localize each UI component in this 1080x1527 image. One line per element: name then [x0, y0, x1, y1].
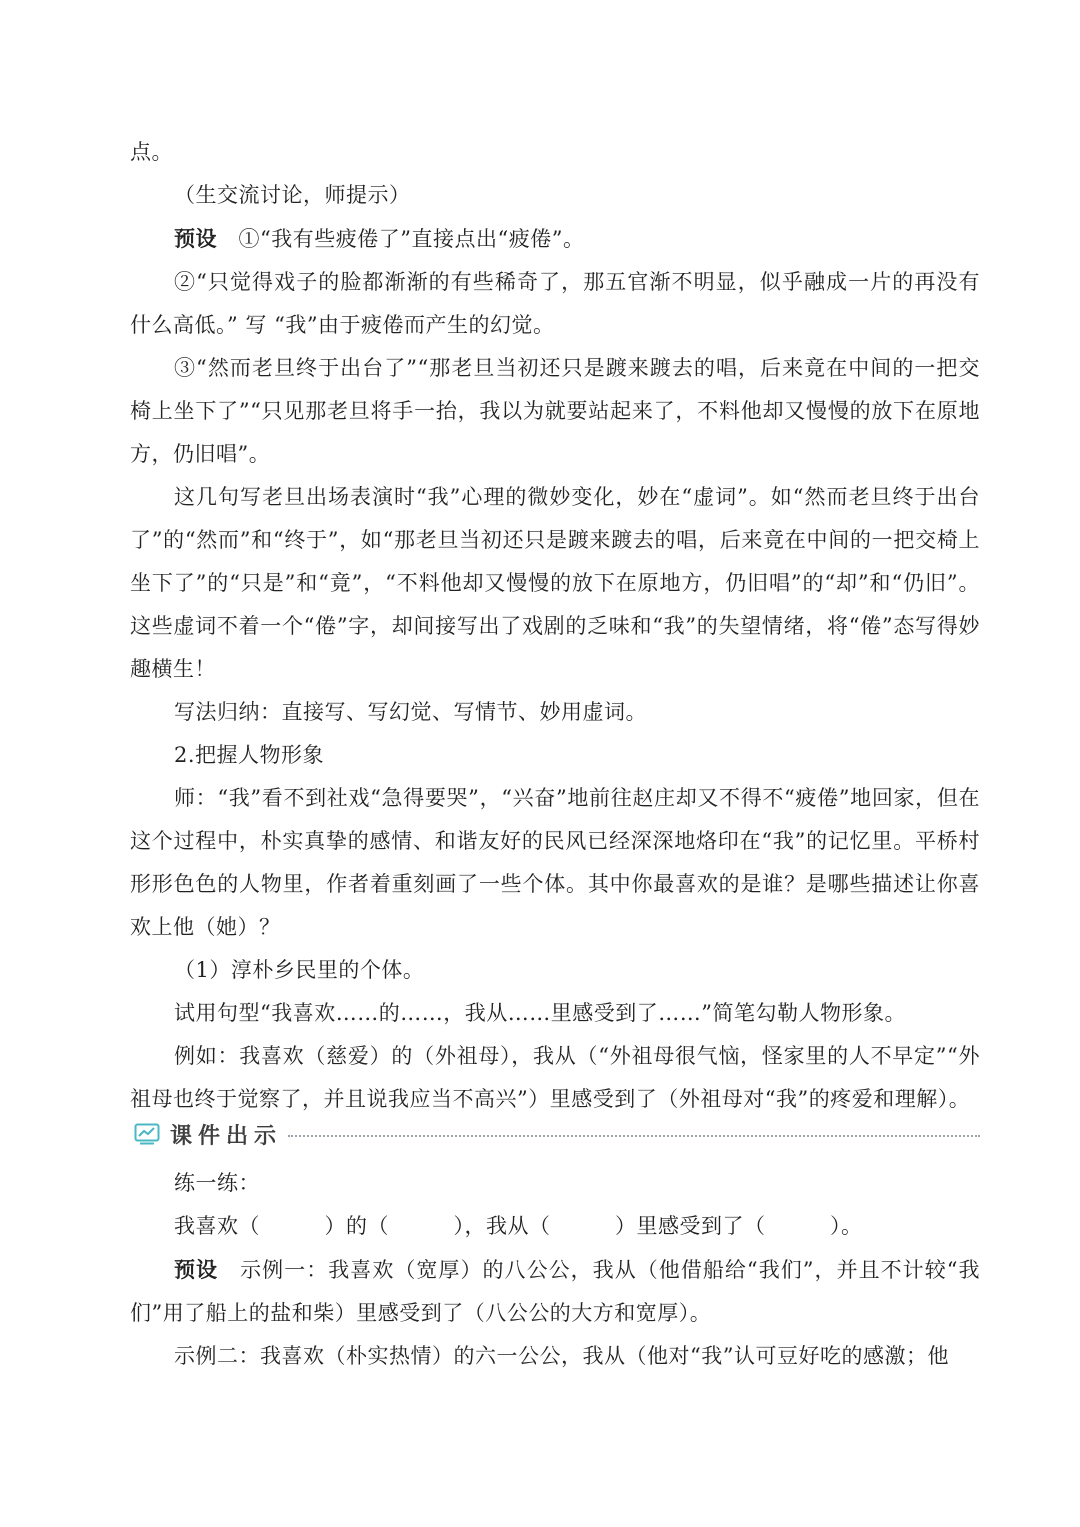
paragraph-10: （1）淳朴乡民里的个体。	[174, 958, 425, 982]
practice-template: 我喜欢（ ）的（ ），我从（ ）里感受到了（ ）。	[174, 1214, 863, 1238]
paragraph-2: （生交流讨论，师提示）	[174, 183, 411, 207]
chart-screen-icon	[134, 1123, 160, 1145]
preset-label-2: 预设	[174, 1257, 219, 1282]
practice-text-block	[130, 1162, 980, 1378]
paragraph-3	[130, 217, 980, 261]
paragraph-7: 写法归纳：直接写、写幻觉、写情节、妙用虚词。	[174, 700, 647, 724]
section-header	[134, 1116, 980, 1152]
preset-text: ①“我有些疲倦了”直接点出“疲倦”。	[238, 227, 585, 251]
practice-heading: 练一练：	[174, 1171, 260, 1195]
section-divider	[288, 1135, 980, 1137]
preset-label: 预设	[174, 226, 217, 251]
practice-example-2: 示例二：我喜欢（朴实热情）的六一公公，我从（他对“我”认可豆好吃的感激；他	[174, 1344, 949, 1368]
paragraph-12: 例如：我喜欢（慈爱）的（外祖母），我从（“外祖母很气恼，怪家里的人不早定”“外祖母也终于觉察了，并且说我应当不高兴”）里感受到了（外祖母对“我”的疼爱和理解）。	[130, 1044, 980, 1111]
paragraph-9: 师：“我”看不到社戏“急得要哭”，“兴奋”地前往赵庄却又不得不“疲倦”地回家，但在这个过程中，朴实真挚的感情、和谐友好的民风已经深深地烙印在“我”的记忆里。平桥村形形色色的人物里，作者着重刻画了一些个体。其中你最喜欢的是谁？是哪些描述让你喜欢上他（她）？	[130, 786, 980, 939]
paragraph-4: ②“只觉得戏子的脸都渐渐的有些稀奇了，那五官渐不明显，似乎融成一片的再没有什么高低。” 写 “我”由于疲倦而产生的幻觉。	[130, 270, 980, 337]
paragraph-6: 这几句写老旦出场表演时“我”心理的微妙变化，妙在“虚词”。如“然而老旦终于出台了”的“然而”和“终于”，如“那老旦当初还只是踱来踱去的唱，后来竟在中间的一把交椅上坐下了”的“只是”和“竟”，“不料他却又慢慢的放下在原地方，仍旧唱”的“却”和“仍旧”。这些虚词不着一个“倦”字，却间接写出了戏剧的乏味和“我”的失望情绪，将“倦”态写得妙趣横生！	[130, 485, 980, 681]
paragraph-1: 点。	[130, 140, 173, 164]
main-text-block	[130, 131, 980, 1121]
paragraph-11: 试用句型“我喜欢……的……，我从……里感受到了……”简笔勾勒人物形象。	[174, 1001, 906, 1025]
paragraph-5: ③“然而老旦终于出台了”“那老旦当初还只是踱来踱去的唱，后来竟在中间的一把交椅上坐下了”“只见那老旦将手一抬，我以为就要站起来了，不料他却又慢慢的放下在原地方，仍旧唱”。	[130, 356, 980, 466]
practice-example-1	[130, 1248, 980, 1335]
paragraph-8: 2.把握人物形象	[174, 743, 325, 767]
preset-example-text: 示例一：我喜欢（宽厚）的八公公，我从（他借船给“我们”，并且不计较“我们”用了船上的盐和柴）里感受到了（八公公的大方和宽厚）。	[130, 1258, 981, 1325]
section-title: 课件出示	[170, 1123, 283, 1149]
